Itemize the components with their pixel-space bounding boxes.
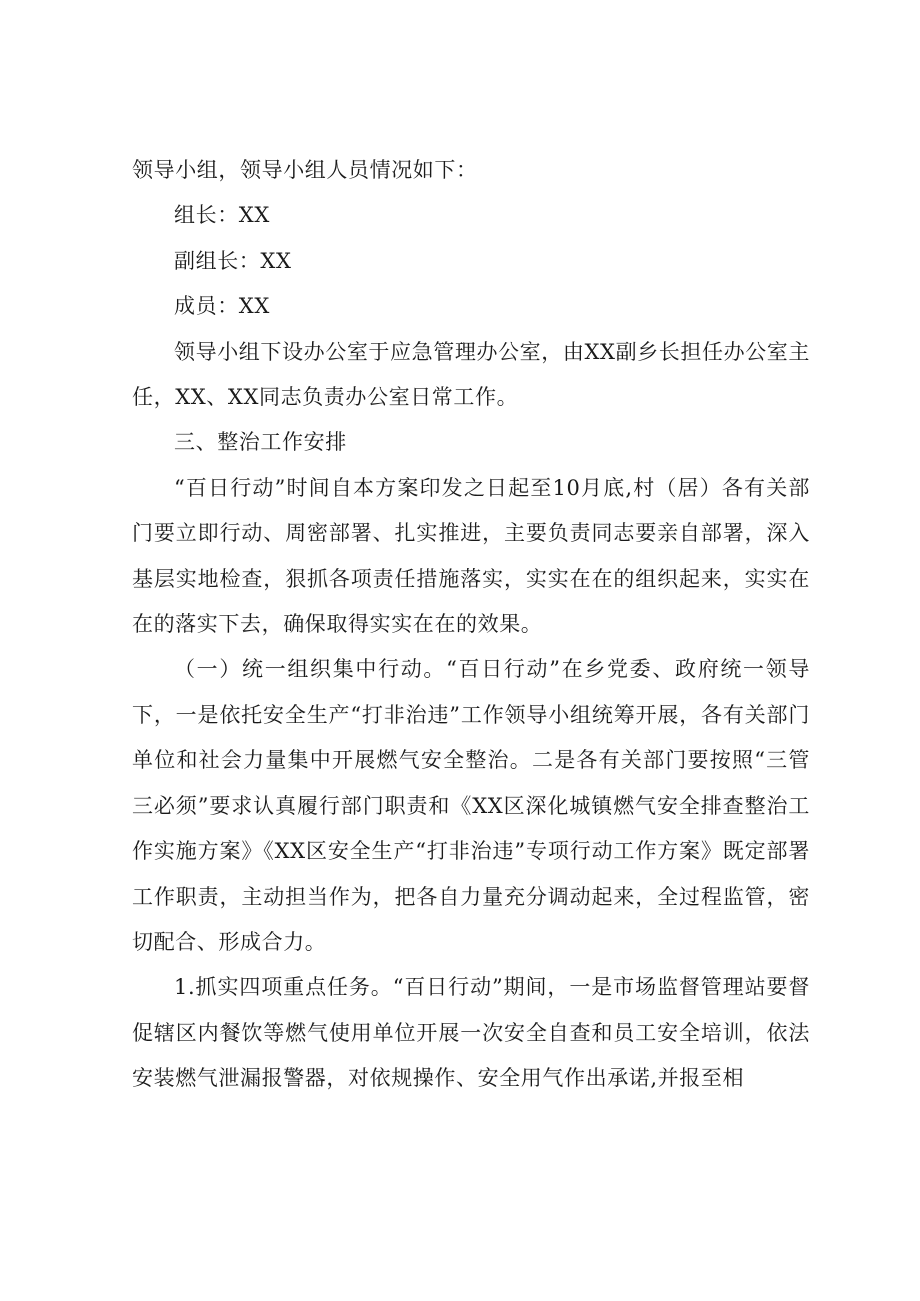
paragraph-unified-action: （一）统一组织集中行动。“百日行动”在乡党委、政府统一领导下，一是依托安全生产“打非治违”工作领导小组统筹开展，各有关部门单位和社会力量集中开展燃气安全整治。二是各有关部门要按照“三管三必须”要求认真履行部门职责和《XX区深化城镇燃气安全排查整治工作实施方案》《XX区安全生产“打非治违”专项行动工作方案》既定部署工作职责，主动担当作为，把各自力量充分调动起来，全过程监管，密切配合、形成合力。 — [132, 657, 810, 954]
paragraph-group-leader: 组长：XX — [174, 203, 270, 228]
paragraph-members: 成员：XX — [174, 294, 270, 319]
section-heading-arrangement: 三、整治工作安排 — [174, 430, 347, 455]
paragraph-office: 领导小组下设办公室于应急管理办公室，由XX副乡长担任办公室主任，XX、XX同志负责办公室日常工作。 — [132, 339, 810, 410]
paragraph-deputy-leader: 副组长：XX — [174, 248, 292, 273]
paragraph-four-tasks: 1.抓实四项重点任务。“百日行动”期间，一是市场监督管理站要督促辖区内餐饮等燃气使用单位开展一次安全自查和员工安全培训，依法安装燃气泄漏报警器，对依规操作、安全用气作出承诺,并报至相 — [132, 975, 810, 1091]
paragraph-leading-group: 领导小组，领导小组人员情况如下： — [132, 158, 478, 182]
paragraph-hundred-days: “百日行动”时间自本方案印发之日起至10月底,村（居）各有关部门要立即行动、周密部署、扎实推进，主要负责同志要亲自部署，深入基层实地检查，狠抓各项责任措施落实，实实在在的组织起来，实实在在的落实下去，确保取得实实在在的效果。 — [132, 475, 810, 637]
